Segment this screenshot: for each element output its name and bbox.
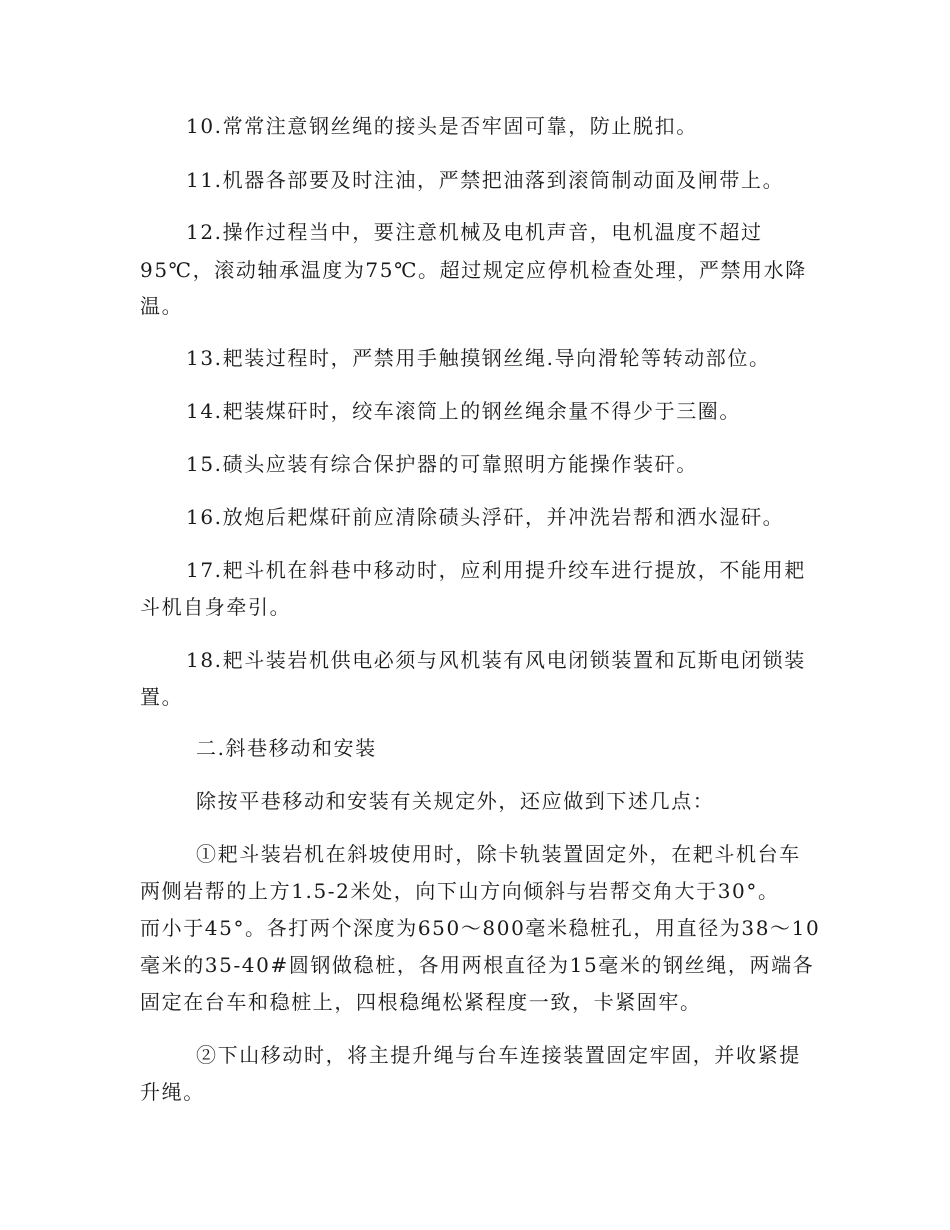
- section-heading: 二.斜巷移动和安装: [196, 736, 377, 760]
- point-2-line-1: ②下山移动时，将主提升绳与台车连接装置固定牢固，并收紧提: [196, 1043, 801, 1067]
- point-1-line-3: 而小于45°。各打两个深度为650～800毫米稳桩孔，用直径为38～10: [140, 916, 821, 940]
- item-12-line-3: 温。: [140, 294, 184, 318]
- item-14-line-1: 14.耙装煤矸时，绞车滚筒上的钢丝绳余量不得少于三圈。: [186, 399, 742, 423]
- intro-paragraph: 除按平巷移动和安装有关规定外，还应做到下述几点：: [196, 789, 715, 813]
- point-1-line-1: ①耙斗装岩机在斜坡使用时，除卡轨装置固定外，在耙斗机台车: [196, 842, 801, 866]
- item-11-line-1: 11.机器各部要及时注油，严禁把油落到滚筒制动面及闸带上。: [186, 168, 785, 192]
- item-15-line-1: 15.碛头应装有综合保护器的可靠照明方能操作装矸。: [186, 452, 698, 476]
- item-12-line-2: 95℃，滚动轴承温度为75℃。超过规定应停机检查处理，严禁用水降: [140, 258, 807, 282]
- item-17-line-2: 斗机自身牵引。: [140, 595, 292, 619]
- item-13-line-1: 13.耙装过程时，严禁用手触摸钢丝绳.导向滑轮等转动部位。: [186, 346, 771, 370]
- item-18-line-2: 置。: [140, 685, 184, 709]
- point-1-line-4: 毫米的35-40#圆钢做稳桩，各用两根直径为15毫米的钢丝绳，两端各: [140, 953, 815, 977]
- item-17-line-1: 17.耙斗机在斜巷中移动时，应利用提升绞车进行提放，不能用耙: [186, 558, 806, 582]
- item-12-line-1: 12.操作过程当中，要注意机械及电机声音，电机温度不超过: [186, 220, 763, 244]
- item-18-line-1: 18.耙斗装岩机供电必须与风机装有风电闭锁装置和瓦斯电闭锁装: [186, 648, 806, 672]
- item-10-line-1: 10.常常注意钢丝绳的接头是否牢固可靠，防止脱扣。: [186, 114, 698, 138]
- point-1-line-5: 固定在台车和稳桩上，四根稳绳松紧程度一致，卡紧固牢。: [140, 990, 702, 1014]
- point-2-line-2: 升绳。: [140, 1080, 205, 1104]
- point-1-line-2: 两侧岩帮的上方1.5-2米处，向下山方向倾斜与岩帮交角大于30°。: [140, 879, 780, 903]
- item-16-line-1: 16.放炮后耙煤矸前应清除碛头浮矸，并冲洗岩帮和洒水湿矸。: [186, 505, 785, 529]
